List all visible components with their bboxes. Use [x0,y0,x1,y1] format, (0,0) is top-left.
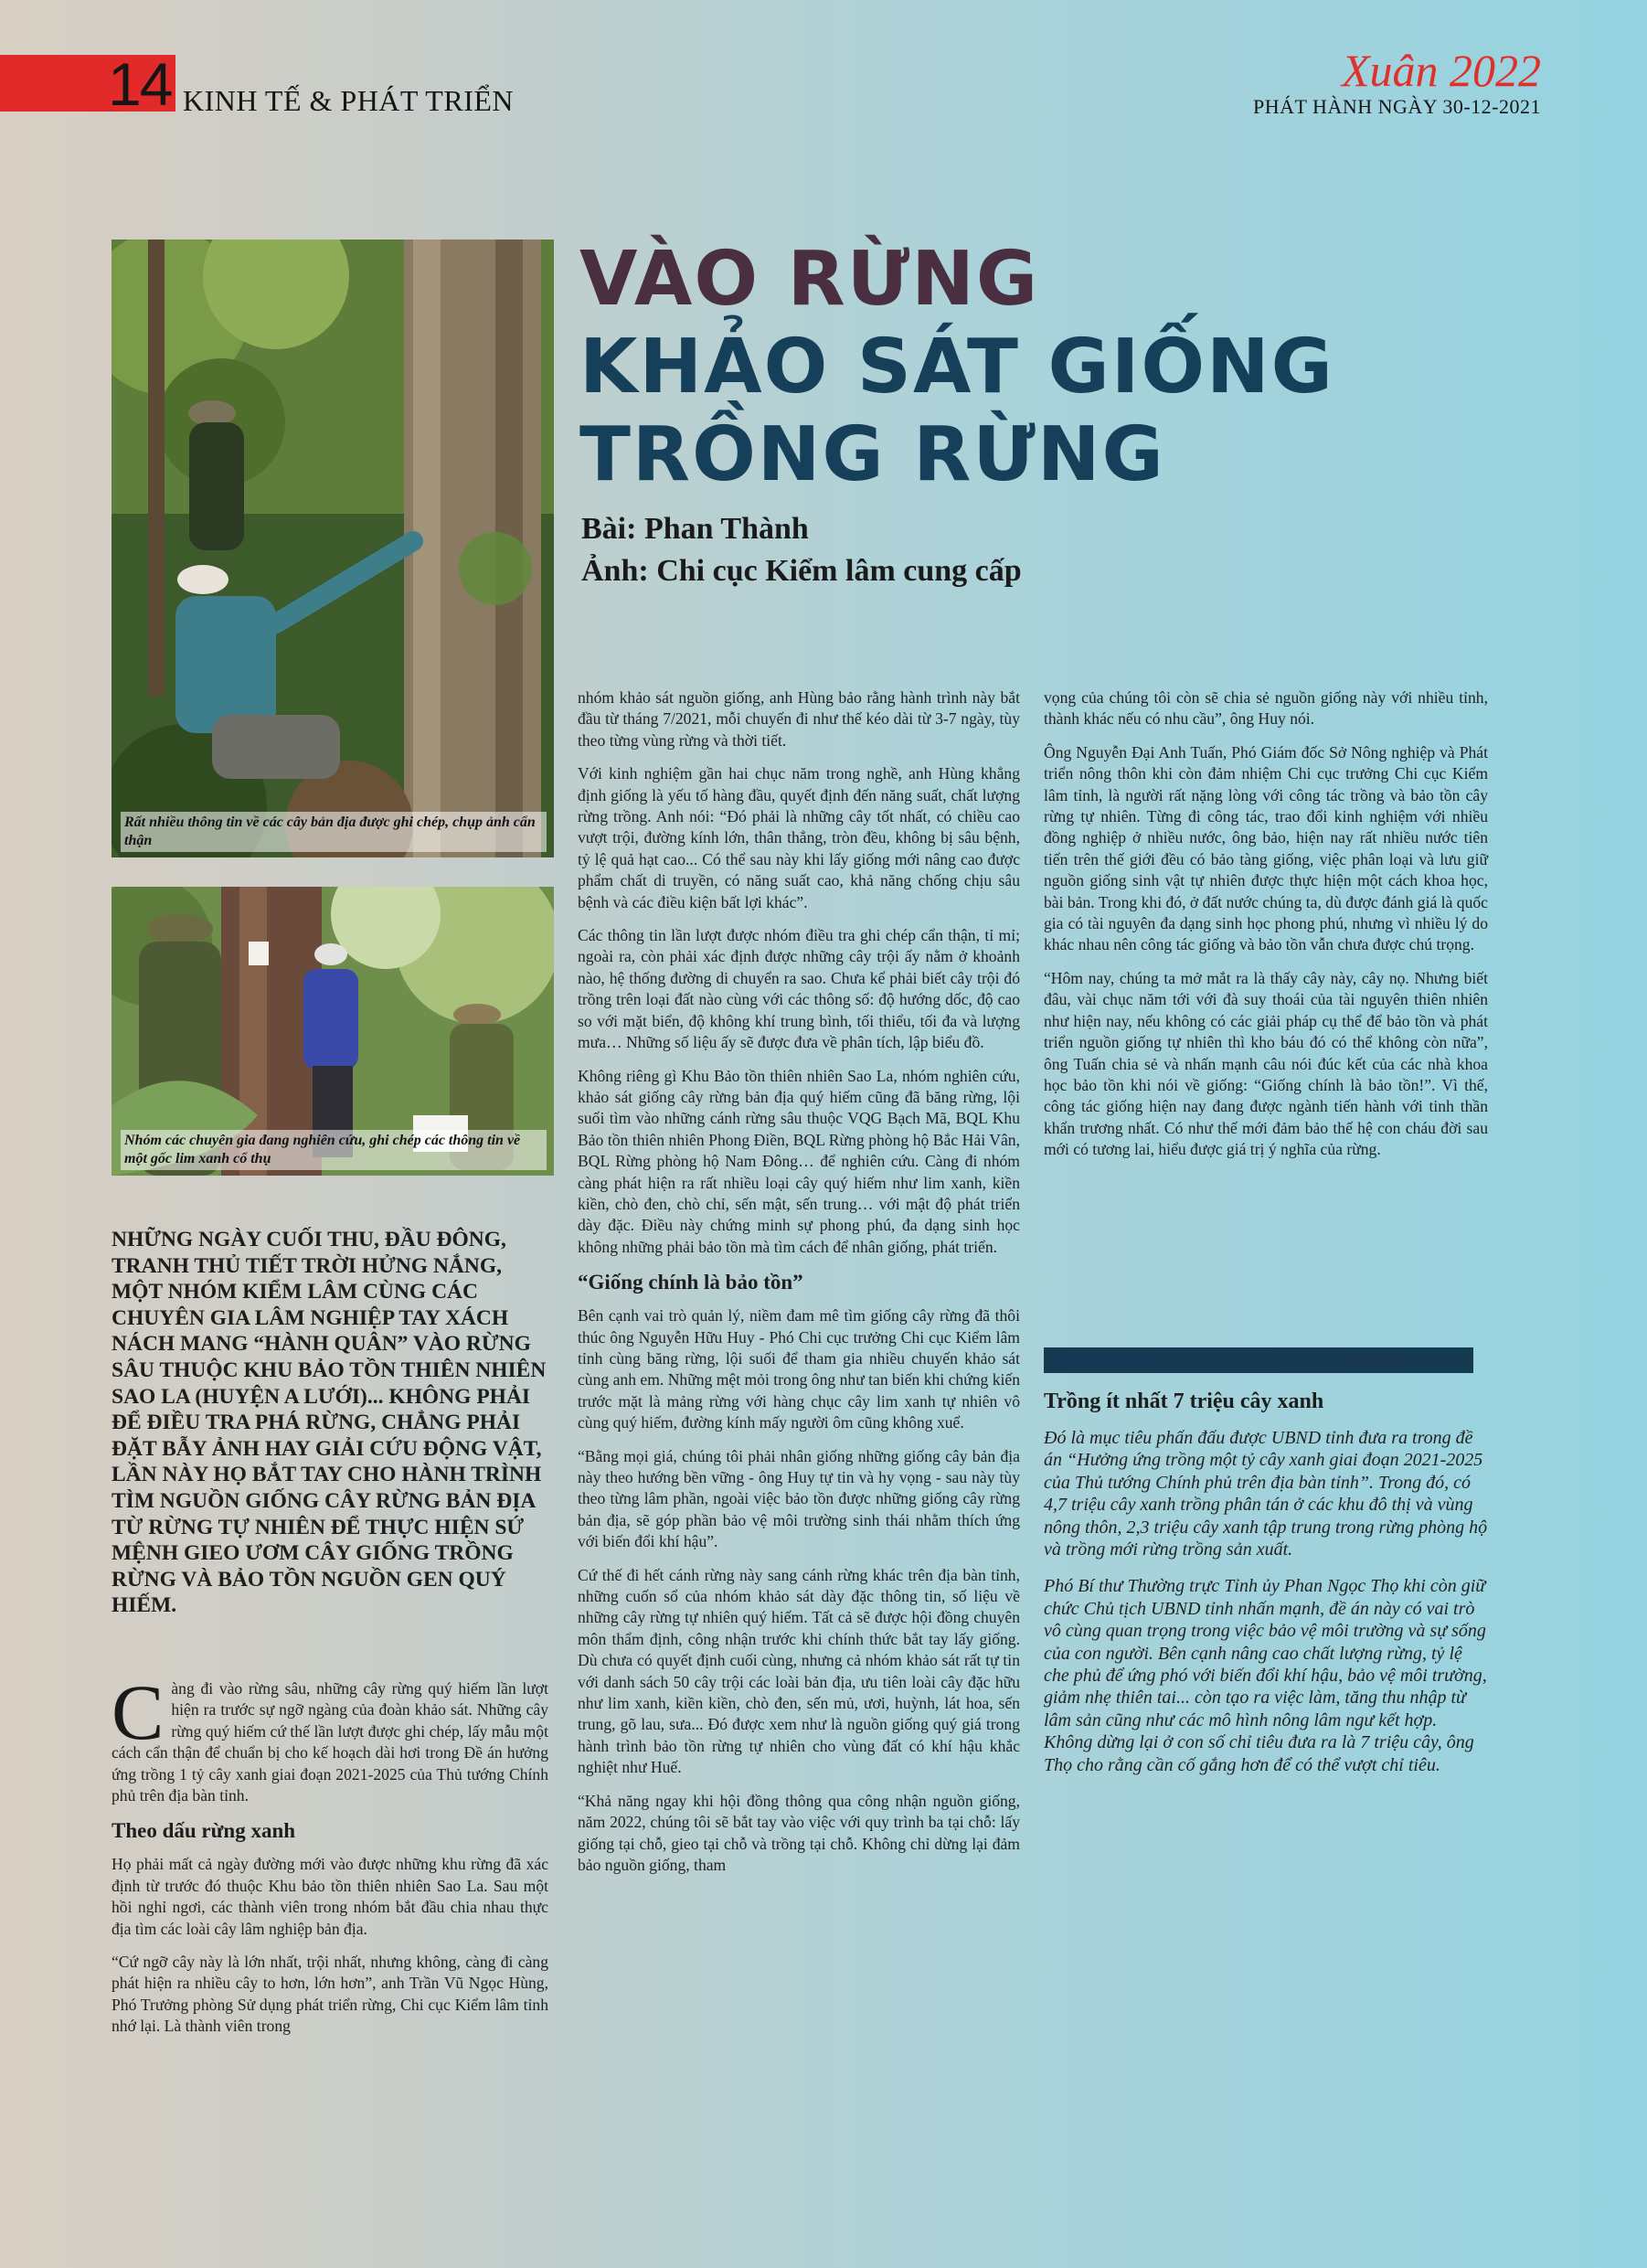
photo2-caption: Nhóm các chuyên gia đang nghiên cứu, ghi chép các thông tin về một gốc lim xanh cổ thụ [121,1130,547,1170]
sidebar-title: Trồng ít nhất 7 triệu cây xanh [1044,1390,1324,1413]
article-paragraph [112,1668,548,1806]
subheading-theo-dau-rung-xanh: Theo dấu rừng xanh [112,1819,296,1843]
article-paragraph: vọng của chúng tôi còn sẽ chia sẻ nguồn giống này với nhiều tỉnh, thành khác nếu có nhu cầu”, ông Huy nói. [1044,688,1488,729]
lead-paragraph: NHỮNG NGÀY CUỐI THU, ĐẦU ĐÔNG, TRANH THỦ TIẾT TRỜI HỬNG NẮNG, MỘT NHÓM KIỂM LÂM CÙNG CÁC CHUYÊN GIA LÂM NGHIỆP TAY XÁCH NÁCH MANG “HÀNH QUÂN” VÀO RỪNG SÂU THUỘC KHU BẢO TỒN THIÊN NHIÊN SAO LA (HUYỆN A LƯỚI)... KHÔNG PHẢI ĐỂ ĐIỀU TRA PHÁ RỪNG, CHẲNG PHẢI ĐẶT BẪY ẢNH HAY GIẢI CỨU ĐỘNG VẬT, LẦN NÀY HỌ BẮT TAY CHO HÀNH TRÌNH TÌM NGUỒN GIỐNG CÂY RỪNG BẢN ĐỊA TỪ RỪNG TỰ NHIÊN ĐỂ THỰC HIỆN SỨ MỆNH GIEO ƯƠM CÂY GIỐNG TRỒNG RỪNG VÀ BẢO TỒN NGUỒN GEN QUÝ HIẾM. [112,1228,547,1618]
photo-forest-survey [112,240,554,857]
article-paragraph: “Bằng mọi giá, chúng tôi phải nhân giống những giống cây bản địa này theo hướng bền vững - ông Huy tự tin và hy vọng - sau này tùy theo từng lâm phần, ngoài việc bảo tồn được những giống cây rừng bản địa, sẽ góp phần bảo vệ môi trường sinh thái nhằm thích ứng với biến đổi khí hậu”. [578,1446,1020,1551]
sidebar-paragraph: Đó là mục tiêu phấn đấu được UBND tỉnh đưa ra trong đề án “Hưởng ứng trồng một tỷ cây xanh giai đoạn 2021-2025 của Thủ tướng Chính phủ trên địa bàn tỉnh”. Trong đó, có 4,7 triệu cây xanh trồng phân tán ở các khu đô thị và vùng nông thôn, 2,3 triệu cây xanh tập trung trong rừng phòng hộ và trồng mới rừng trồng sản xuất. [1044,1428,1488,1560]
sidebar-box [1044,1390,1488,1791]
article-paragraph: nhóm khảo sát nguồn giống, anh Hùng bảo rằng hành trình này bắt đầu từ tháng 7/2021, mỗi chuyến đi như thế kéo dài từ 3-7 ngày, tùy theo từng vùng rừng và thời tiết. [578,688,1020,750]
article-paragraph: Cứ thế đi hết cánh rừng này sang cánh rừng khác trên địa bàn tỉnh, những cuốn sổ của nhóm khảo sát dày đặc thông tin, số liệu về những cây rừng tự nhiên quý hiếm. Tất cả sẽ được hội đồng chuyên môn thẩm định, công nhận trước khi chính thức bắt tay lấy giống. Dù chưa có quyết định cuối cùng, nhưng cả nhóm khảo sát rất tự tin với danh sách 50 cây trội các loài bản địa, ưu tiên loài cây đặc hữu như lim xanh, kiền kiền, chò đen, sến mủ, ươi, huỳnh, lát hoa, sến trung, gõ lau, sưa... Đó được xem như là nguồn giống quý giá trong hành trình bảo tồn rừng tự nhiên cho vùng đất có khí hậu khắc nghiệt như Huế. [578,1565,1020,1777]
article-paragraph-text: àng đi vào rừng sâu, những cây rừng quý hiếm lần lượt hiện ra trước sự ngỡ ngàng của đoàn khảo sát. Những cây rừng quý hiếm cứ thế lần lượt được ghi chép, lấy mẫu một cách cẩn thận để chuẩn bị cho kế hoạch dài hơi trong Đề án hưởng ứng trồng 1 tỷ cây xanh giai đoạn 2021-2025 của Thủ tướng Chính phủ trên địa bàn tỉnh. [112,1679,548,1805]
article-column-2 [578,687,1020,1888]
sidebar-paragraph: Phó Bí thư Thường trực Tỉnh ủy Phan Ngọc Thọ khi còn giữ chức Chủ tịch UBND tỉnh nhấn mạnh, đề án này có vai trò vô cùng quan trọng trong việc bảo vệ môi trường và sự sống của con người. Bên cạnh nâng cao chất lượng rừng, tỷ lệ che phủ để ứng phó với biến đổi khí hậu, bảo vệ môi trường, giảm nhẹ thiên tai... còn tạo ra việc làm, tăng thu nhập từ lâm sản cũng như các mô hình nông lâm ngư kết hợp. Không dừng lại ở con số chỉ tiêu đưa ra là 7 triệu cây, ông Thọ cho rằng cần cố gắng hơn để có thể vượt chỉ tiêu. [1044,1576,1487,1775]
article-paragraph: “Cứ ngỡ cây này là lớn nhất, trội nhất, nhưng không, càng đi càng phát hiện ra nhiều cây to hơn, lớn hơn”, anh Trần Vũ Ngọc Hùng, Phó Trưởng phòng Sử dụng phát triển rừng, Chi cục Kiểm lâm tỉnh nhớ lại. Là thành viên trong [112,1953,548,2036]
article-paragraph: Với kinh nghiệm gần hai chục năm trong nghề, anh Hùng khẳng định giống là yếu tố hàng đầu, quyết định đến năng suất, chất lượng rừng trồng. Anh nói: “Đó phải là những cây tốt nhất, có chiều cao vượt trội, đường kính lớn, thân thẳng, tròn đều, không bị sâu bệnh, tỷ lệ quả hạt cao... Có thể sau này khi lấy giống mới nâng cao được phẩm chất di truyền, có năng suất cao, khả năng chống chịu sâu bệnh và các điều kiện bất lợi khác”. [578,764,1020,911]
photo1-caption: Rất nhiều thông tin về các cây bản địa được ghi chép, chụp ảnh cẩn thận [121,812,547,852]
article-column-3 [1044,687,1488,1173]
article-paragraph: Các thông tin lần lượt được nhóm điều tra ghi chép cẩn thận, tỉ mỉ; ngoài ra, còn phải xác định được những cây trội ấy nằm ở khoảnh nào, hệ thống đường di chuyển ra sao. Chưa kể phải biết cây trội đó trồng trên loại đất nào cùng với các thông số: độ hướng dốc, độ cao so với mặt biển, độ không khí trung bình, tối thiểu, tối đa và lượng mưa… Những số liệu ấy sẽ được đưa về phân tích, lập biểu đồ. [578,926,1020,1052]
article-paragraph: “Khả năng ngay khi hội đồng thông qua công nhận nguồn giống, năm 2022, chúng tôi sẽ bắt tay vào việc với quy trình ba tại chỗ: lấy giống tại chỗ, gieo tại chỗ và trồng tại chỗ. Không chỉ dừng lại đảm bảo nguồn giống, tham [578,1791,1020,1874]
headline-line-2: KHẢO SÁT GIỐNG [579,324,1334,410]
article-paragraph: Ông Nguyễn Đại Anh Tuấn, Phó Giám đốc Sở Nông nghiệp và Phát triển nông thôn khi còn đảm nhiệm Chi cục trưởng Chi cục Kiểm lâm tỉnh, là người rất nặng lòng với công tác trồng và bảo tồn cây rừng tự nhiên. Từng đi công tác, trao đổi kinh nghiệm với nhiều đồng nghiệp ở nhiều nước, ông bảo, hiện nay rất nhiều nước tiên tiến trên thế giới đều có bảo tàng giống, việc phân loại và lưu giữ nguồn giống sinh vật tự nhiên được thực hiện một cách khoa học, bài bản. Trong khi đó, ở đất nước chúng ta, dù được đánh giá là quốc gia có tài nguyên đa dạng sinh học phong phú, nhưng vì nhiều lý do khác nhau nên công tác giống và bảo tồn vẫn chưa được chú trọng. [1044,742,1488,954]
drop-cap: C [112,1668,165,1756]
subheading-giong-chinh-la-bao-ton: “Giống chính là bảo tồn” [578,1271,803,1294]
headline-line-1: VÀO RỪNG [579,236,1040,323]
photo-lim-xanh-tree [112,887,554,1176]
byline-author: Bài: Phan Thành [581,512,809,546]
article-paragraph: Họ phải mất cả ngày đường mới vào được những khu rừng đã xác định từ trước đó thuộc Khu bảo tồn thiên nhiên Sao La. Sau một hồi nghỉ ngơi, các thành viên trong nhóm bắt đầu chia nhau thực địa tìm các loài cây lâm nghiệp bản địa. [112,1855,548,1938]
sidebar-divider-bar [1044,1347,1473,1373]
photo-forest-survey-image [112,240,554,857]
page-number: 14 [108,50,172,118]
byline-photo: Ảnh: Chi cục Kiểm lâm cung cấp [581,554,1022,588]
issue-date: PHÁT HÀNH NGÀY 30-12-2021 [1253,95,1541,118]
article-paragraph: Không riêng gì Khu Bảo tồn thiên nhiên Sao La, nhóm nghiên cứu, khảo sát giống cây rừng bản địa quý hiếm cũng đã băng rừng, lội suối tìm vào những cánh rừng sâu thuộc VQG Bạch Mã, BQL Khu Bảo tồn thiên nhiên Phong Điền, BQL Rừng phòng hộ Bắc Hải Vân, BQL Rừng phòng hộ Nam Đông… để nghiên cứu. Càng đi nhóm càng phát hiện ra rất nhiều loại cây quý hiếm như lim xanh, kiền kiền, chò đen, chò chỉ, sến mật, sến trung… với mật độ phát triển dày đặc. Điều này chứng minh sự phong phú, đa dạng sinh học không những phải bảo tồn mà tìm cách để nhân giống, phát triển. [578,1066,1020,1256]
issue-title: Xuân 2022 [1341,45,1541,96]
article-paragraph: “Hôm nay, chúng ta mở mắt ra là thấy cây này, cây nọ. Nhưng biết đâu, vài chục năm tới với đà suy thoái của tài nguyên thiên nhiên như hiện nay, nếu không có các giải pháp cụ thể để bảo tồn và phát triển nguồn giống tự nhiên thì kho báu đó có thể không còn nữa”, ông Tuấn chia sẻ và nhấn mạnh câu nói đúc kết của các nhà khoa học bảo tồn khi nói về giống: “Giống chính là bảo tồn!”. Vì thế, công tác giống hiện nay đang được ngành tiến hành với tinh thần khẩn trương nhất. Có như thế mới đảm bảo thế hệ con cháu đời sau mới có tương lai, hiểu được giá trị ý nghĩa của rừng. [1044,968,1488,1159]
article-column-1 [112,1668,548,2050]
article-paragraph: Bên cạnh vai trò quản lý, niềm đam mê tìm giống cây rừng đã thôi thúc ông Nguyễn Hữu Huy - Phó Chi cục trưởng Chi cục Kiểm lâm tỉnh cùng băng rừng, lội suối để tham gia nhiều chuyến khảo sát cùng anh em. Những mệt mỏi trong ông như tan biến khi chứng kiến trước mặt là mảng rừng với hàng chục cây lim xanh tự nhiên vô cùng quý hiếm, đường kính mấy người ôm cũng không xuể. [578,1306,1021,1432]
section-name: KINH TẾ & PHÁT TRIỂN [183,84,514,117]
headline-line-3: TRỒNG RỪNG [579,411,1165,498]
